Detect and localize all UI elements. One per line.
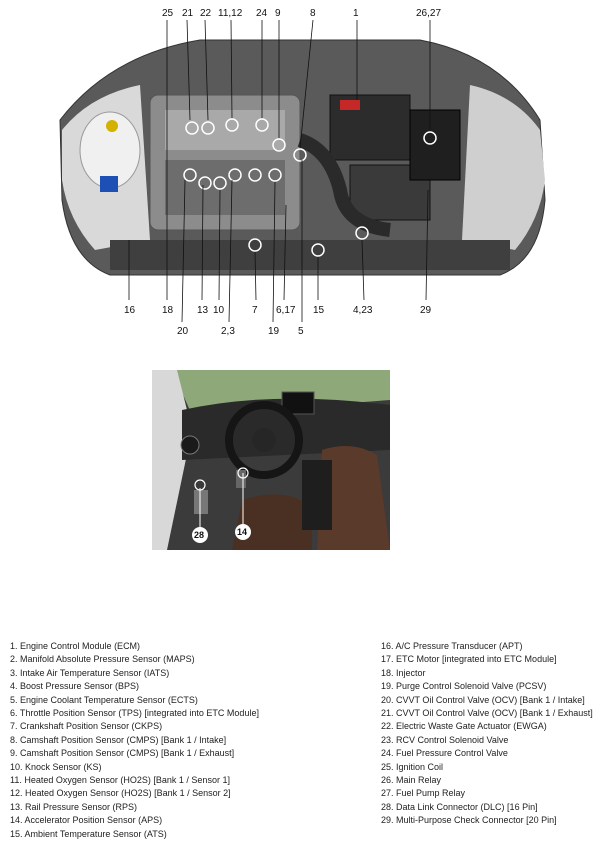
interior-callout-28: 28 [194, 530, 205, 540]
engine-callout: 18 [162, 305, 174, 316]
legend-item: 1. Engine Control Module (ECM) [10, 641, 141, 651]
engine-callout: 20 [177, 326, 189, 337]
legend-item: 20. CVVT Oil Control Valve (OCV) [Bank 1 / Intake] [381, 694, 585, 705]
legend-item: 18. Injector [381, 667, 426, 678]
legend-item: 14. Accelerator Position Sensor (APS) [10, 815, 163, 826]
legend-item: 5. Engine Coolant Temperature Sensor (ECTS) [10, 694, 198, 705]
engine-callout: 4,23 [353, 305, 373, 316]
engine-callout: 7 [252, 305, 258, 316]
legend-item: 24. Fuel Pressure Control Valve [381, 748, 508, 759]
engine-callout: 6,17 [276, 305, 296, 316]
engine-callout: 21 [182, 8, 194, 19]
legend-item: 29. Multi-Purpose Check Connector [20 Pin] [381, 815, 557, 826]
legend-item: 10. Knock Sensor (KS) [10, 761, 102, 772]
legend-item: 23. RCV Control Solenoid Valve [381, 734, 509, 745]
legend-item: 17. ETC Motor [integrated into ETC Module] [381, 654, 557, 665]
engine-bay-figure [0, 0, 614, 345]
engine-callout: 8 [310, 8, 316, 19]
engine-callout: 24 [256, 8, 268, 19]
engine-callout: 26,27 [416, 8, 442, 19]
legend-item: 16. A/C Pressure Transducer (APT) [381, 641, 523, 651]
legend-item: 6. Throttle Position Sensor (TPS) [integrated into ETC Module] [10, 708, 259, 719]
legend-left [10, 640, 259, 841]
engine-callout: 2,3 [221, 326, 235, 337]
interior-figure [152, 370, 390, 550]
engine-bay-illustration [0, 0, 614, 345]
interior-callout-14: 14 [237, 527, 248, 537]
engine-callout: 11,12 [218, 8, 243, 19]
legend-item: 28. Data Link Connector (DLC) [16 Pin] [381, 801, 538, 812]
legend-item: 22. Electric Waste Gate Actuator (EWGA) [381, 721, 547, 732]
engine-callout: 1 [353, 8, 359, 19]
engine-callout: 22 [200, 8, 212, 19]
engine-callout: 15 [313, 305, 325, 316]
legend-item: 12. Heated Oxygen Sensor (HO2S) [Bank 1 / Sensor 2] [10, 788, 231, 799]
legend-item: 4. Boost Pressure Sensor (BPS) [10, 681, 140, 692]
legend-item: 3. Intake Air Temperature Sensor (IATS) [10, 667, 170, 678]
legend-item: 9. Camshaft Position Sensor (CMPS) [Bank 1 / Exhaust] [10, 748, 235, 759]
engine-callout: 9 [275, 8, 281, 19]
legend-item: 19. Purge Control Solenoid Valve (PCSV) [381, 681, 547, 692]
engine-callout: 10 [213, 305, 225, 316]
legend-item: 26. Main Relay [381, 775, 442, 786]
legend-item: 11. Heated Oxygen Sensor (HO2S) [Bank 1 / Sensor 1] [10, 775, 230, 786]
engine-callout: 25 [162, 8, 174, 19]
engine-callout: 16 [124, 305, 136, 316]
engine-callout: 5 [298, 326, 304, 337]
legend-item: 21. CVVT Oil Control Valve (OCV) [Bank 1 / Exhaust] [381, 708, 593, 719]
legend-item: 15. Ambient Temperature Sensor (ATS) [10, 828, 167, 839]
engine-callout: 19 [268, 326, 280, 337]
legend-item: 25. Ignition Coil [381, 761, 444, 772]
legend-item: 13. Rail Pressure Sensor (RPS) [10, 801, 138, 812]
legend-item: 27. Fuel Pump Relay [381, 788, 466, 799]
engine-callout: 29 [420, 305, 432, 316]
legend-item: 7. Crankshaft Position Sensor (CKPS) [10, 721, 163, 732]
legend-item: 8. Camshaft Position Sensor (CMPS) [Bank 1 / Intake] [10, 734, 227, 745]
legend-item: 2. Manifold Absolute Pressure Sensor (MAPS) [10, 654, 195, 665]
interior-illustration [152, 370, 390, 550]
engine-callout: 13 [197, 305, 209, 316]
legend-right [381, 640, 593, 828]
